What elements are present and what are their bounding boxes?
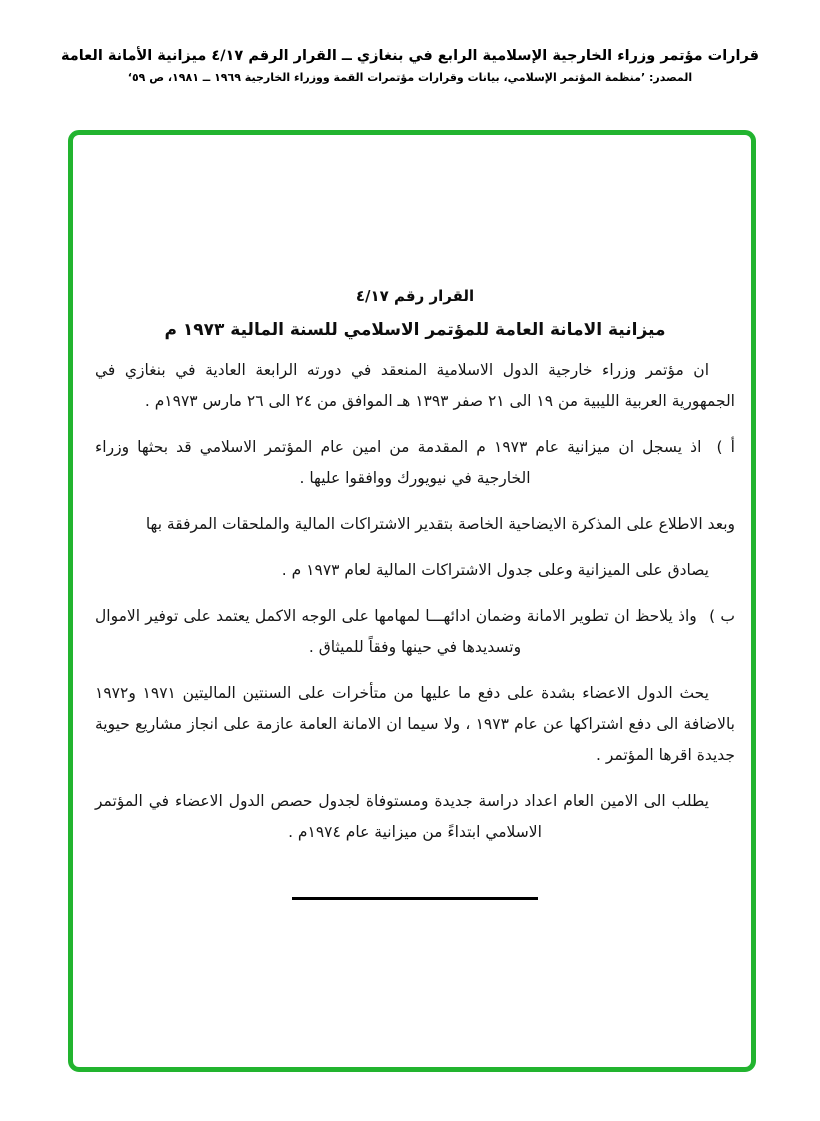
paragraph-request-study: يطلب الى الامين العام اعداد دراسة جديدة ومستوفاة لجدول حصص الدول الاعضاء في المؤتمر الاسلامي ابتداءً من ميزانية عام ١٩٧٤م . <box>95 792 709 841</box>
item-b-marker: ب ) <box>709 607 735 625</box>
document-title: ميزانية الامانة العامة للمؤتمر الاسلامي للسنة المالية ١٩٧٣ م <box>164 320 666 340</box>
paragraph-approval: يصادق على الميزانية وعلى جدول الاشتراكات المالية لعام ١٩٧٣ م . <box>281 561 709 579</box>
item-a-text: اذ يسجل ان ميزانية عام ١٩٧٣ م المقدمة من امين عام المؤتمر الاسلامي قد بحثها وزراء الخارجية في نيويورك ووافقوا عليها . <box>95 438 702 487</box>
paragraph-review-note: وبعد الاطلاع على المذكرة الايضاحية الخاصة بتقدير الاشتراكات المالية والملحقات المرفقة بها <box>145 515 735 533</box>
item-a-marker: أ ) <box>716 438 735 456</box>
source-header-citation: المصدر: ’منظمة المؤتمر الإسلامي، بيانات وقرارات مؤتمرات القمة ووزراء الخارجية ١٩٦٩ ــ ١٩٨١، ص ٥٩‘ <box>127 71 693 84</box>
paragraph-preamble: ان مؤتمر وزراء خارجية الدول الاسلامية المنعقد في دورته الرابعة العادية في بنغازي في الجمهورية العربية الليبية من ١٩ الى ٢١ صفر ١٣٩٣ هـ الموافق من ٢٤ الى ٢٦ مارس ١٩٧٣م . <box>95 361 735 410</box>
item-b-text: واذ يلاحظ ان تطوير الامانة وضمان ادائهـــا لمهامها على الوجه الاكمل يعتمد على توفير الاموال وتسديدها في حينها وفقاً للميثاق . <box>95 607 697 656</box>
paragraph-urge-payment: يحث الدول الاعضاء بشدة على دفع ما عليها من متأخرات على السنتين الماليتين ١٩٧١ و١٩٧٢ بالاضافة الى دفع اشتراكها عن عام ١٩٧٣ ، ولا سيما ان الامانة العامة عازمة على انجاز مشاريع حيوية جديدة اقرها المؤتمر . <box>95 684 735 764</box>
document-body <box>73 135 751 900</box>
document-frame <box>68 130 756 1072</box>
source-header-title: قرارات مؤتمر وزراء الخارجية الإسلامية الرابع في بنغازي ــ القرار الرقم ٤/١٧ ميزانية الأمانة العامة <box>60 48 760 64</box>
paragraph-item-a <box>95 432 735 494</box>
source-header <box>0 48 820 84</box>
footnote-divider <box>292 897 538 900</box>
resolution-number: القرار رقم ٤/١٧ <box>355 287 475 305</box>
paragraph-item-b <box>95 601 735 663</box>
